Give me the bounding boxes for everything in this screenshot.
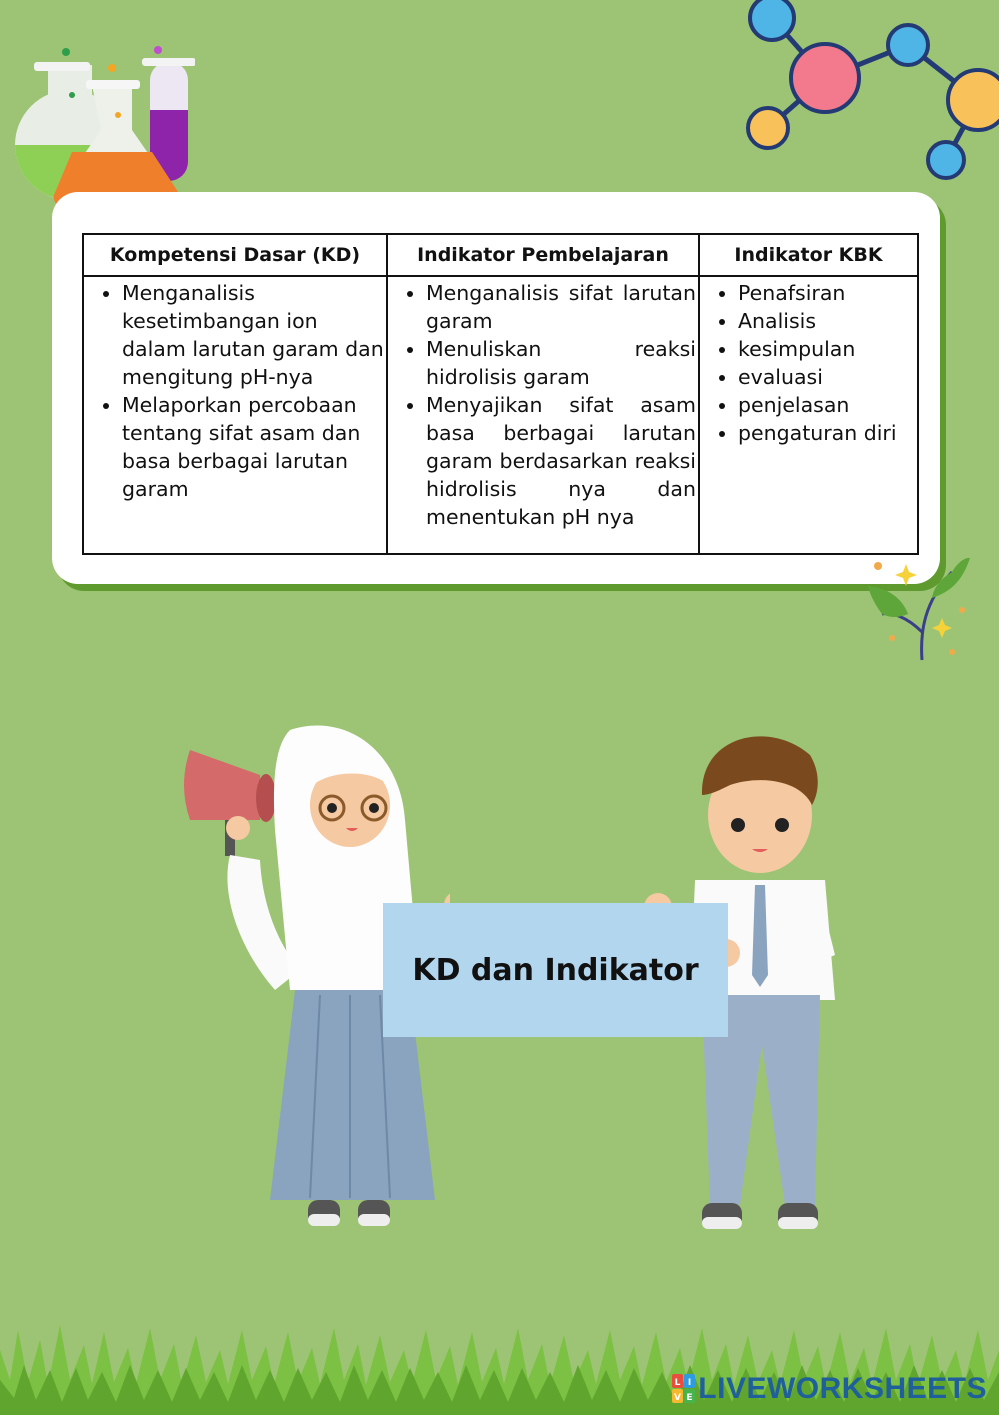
signboard — [383, 903, 728, 1037]
kbk-item: • Analisis — [738, 307, 917, 335]
liveworksheets-wordmark: LIVEWORKSHEETS — [698, 1372, 987, 1405]
lab-glassware-illustration — [10, 40, 195, 210]
kd-indikator-table — [82, 233, 919, 555]
table-header-row — [83, 234, 918, 276]
liveworksheets-logo — [672, 1371, 987, 1407]
kd-item: • Menganalisis kesetimbangan ion dalam larutan garam dan mengitung pH-nya — [122, 279, 386, 391]
svg-text:V: V — [674, 1393, 682, 1403]
table-row — [83, 276, 918, 554]
indikator-item: • Menyajikan sifat asam basa berbagai larutan garam berdasarkan reaksi hidrolisis nya dan menentukan pH nya — [426, 391, 698, 531]
kd-list — [84, 279, 386, 503]
leaf-sparkle-icon — [862, 552, 974, 664]
indikator-cell — [387, 276, 699, 554]
kbk-item: • evaluasi — [738, 363, 917, 391]
svg-text:I: I — [688, 1378, 692, 1388]
kd-cell — [83, 276, 387, 554]
kbk-list — [700, 279, 917, 447]
indikator-item: • Menganalisis sifat larutan garam — [426, 279, 698, 335]
kbk-item: • pengaturan diri — [738, 419, 917, 447]
kbk-item: • kesimpulan — [738, 335, 917, 363]
kbk-item: • penjelasan — [738, 391, 917, 419]
indikator-list — [388, 279, 698, 531]
liveworksheets-badge-icon — [672, 1374, 696, 1404]
header-kompetensi-dasar: Kompetensi Dasar (KD) — [83, 234, 387, 276]
signboard-title: KD dan Indikator — [412, 952, 699, 988]
kbk-item: • Penafsiran — [738, 279, 917, 307]
svg-text:L: L — [674, 1378, 681, 1388]
header-indikator-pembelajaran: Indikator Pembelajaran — [387, 234, 699, 276]
svg-text:E: E — [686, 1393, 693, 1403]
molecule-illustration — [740, 0, 999, 185]
kbk-cell — [699, 276, 918, 554]
header-indikator-kbk: Indikator KBK — [699, 234, 918, 276]
kd-item: • Melaporkan percobaan tentang sifat asam dan basa berbagai larutan garam — [122, 391, 386, 503]
indikator-item: • Menuliskan reaksi hidrolisis garam — [426, 335, 698, 391]
